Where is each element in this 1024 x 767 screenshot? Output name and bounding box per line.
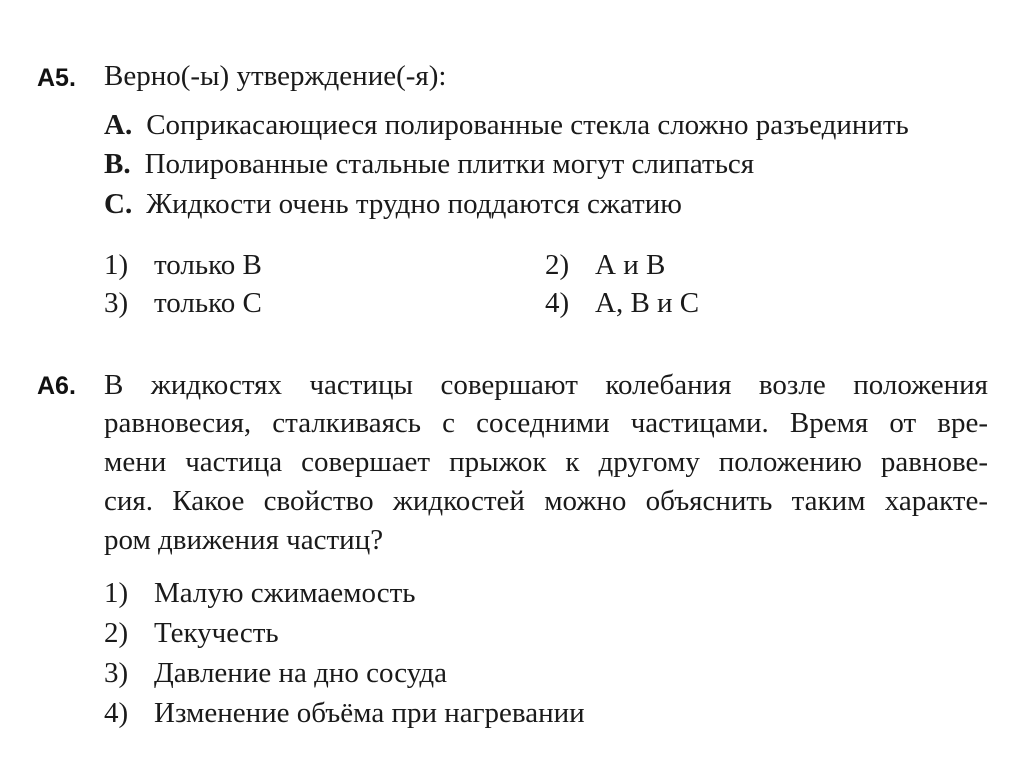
question-a6-prompt-line: ром движения частиц? xyxy=(104,524,384,556)
option-text: А и В xyxy=(595,249,666,281)
option-text: Текучесть xyxy=(154,617,279,649)
option-text: А, В и С xyxy=(595,287,700,319)
answer-option-a5-4[interactable] xyxy=(545,289,699,318)
question-a5-prompt: Верно(-ы) утверждение(-я): xyxy=(104,60,447,92)
answer-option-a6-2[interactable] xyxy=(104,619,279,648)
option-text: Малую сжимаемость xyxy=(154,577,416,609)
option-number: 4) xyxy=(104,697,129,729)
statement-b xyxy=(104,150,754,179)
question-a6-prompt-line: мени частица совершает прыжок к другому положению равнове- xyxy=(104,446,988,478)
option-text: только В xyxy=(154,249,262,281)
statement-text: Соприкасающиеся полированные стекла сложно разъединить xyxy=(146,109,909,141)
option-number: 4) xyxy=(545,287,570,319)
statement-letter: С. xyxy=(104,188,133,220)
statement-letter: В. xyxy=(104,148,131,180)
answer-option-a6-3[interactable] xyxy=(104,659,447,688)
statement-a xyxy=(104,111,909,140)
answer-option-a5-2[interactable] xyxy=(545,251,665,280)
answer-option-a5-1[interactable] xyxy=(104,251,262,280)
statement-text: Полированные стальные плитки могут слипаться xyxy=(144,148,755,180)
question-a6-prompt-line: В жидкостях частицы совершают колебания возле положения xyxy=(104,369,988,401)
statement-text: Жидкости очень трудно поддаются сжатию xyxy=(146,188,682,220)
answer-option-a6-4[interactable] xyxy=(104,699,585,728)
option-number: 3) xyxy=(104,287,129,319)
question-a6-prompt-line: сия. Какое свойство жидкостей можно объяснить таким характе- xyxy=(104,485,988,517)
option-number: 1) xyxy=(104,249,129,281)
answer-option-a5-3[interactable] xyxy=(104,289,262,318)
option-text: Давление на дно сосуда xyxy=(154,657,448,689)
answer-option-a6-1[interactable] xyxy=(104,579,415,608)
statement-letter: А. xyxy=(104,109,133,141)
option-text: Изменение объёма при нагревании xyxy=(154,697,585,729)
option-text: только С xyxy=(154,287,262,319)
question-a6-number: А6. xyxy=(37,372,76,400)
option-number: 2) xyxy=(104,617,129,649)
option-number: 1) xyxy=(104,577,129,609)
statement-c xyxy=(104,190,682,219)
question-a6-prompt-line: равновесия, сталкиваясь с соседними частицами. Время от вре- xyxy=(104,407,988,439)
option-number: 3) xyxy=(104,657,129,689)
option-number: 2) xyxy=(545,249,570,281)
question-a5-number: А5. xyxy=(37,64,76,92)
